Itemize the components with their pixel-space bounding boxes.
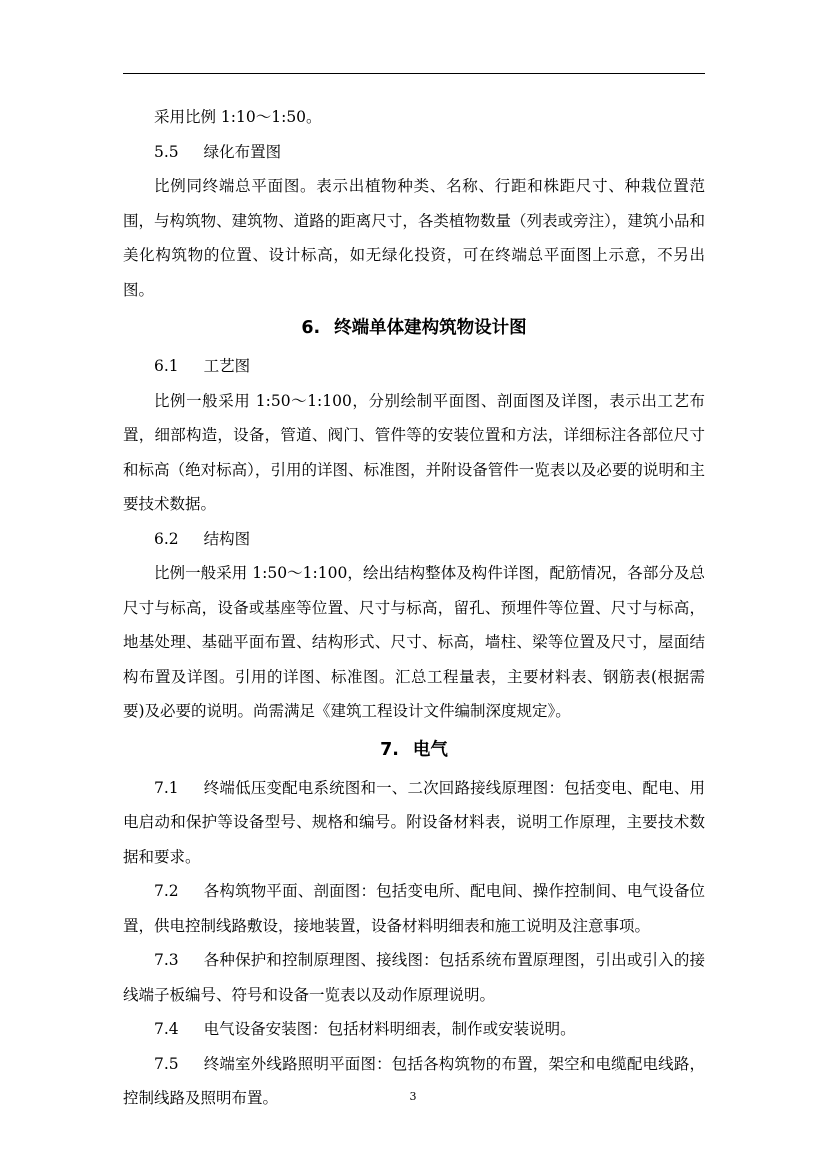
item-7-5: [123, 1047, 705, 1116]
subsection-5-5-body: 比例同终端总平面图。表示出植物种类、名称、行距和株距尺寸、种栽位置范围，与构筑物、建筑物、道路的距离尺寸，各类植物数量（列表或旁注），建筑小品和美化构筑物的位置、设计标高，如无绿化投资，可在终端总平面图上示意，不另出图。: [123, 177, 705, 299]
subsection-6-2-body: 比例一般采用 1:50～1:100，绘出结构整体及构件详图，配筋情况，各部分及总尺寸与标高，设备或基座等位置、尺寸与标高，留孔、预埋件等位置、尺寸与标高，地基处理、基础平面布置、结构形式、尺寸、标高，墙柱、梁等位置及尺寸，屋面结构布置及详图。引用的详图、标准图。汇总工程量表，主要材料表、钢筋表(根据需要)及必要的说明。尚需满足《建筑工程设计文件编制深度规定》。: [123, 564, 705, 720]
section-number: 7.: [380, 739, 399, 760]
section-6-heading: [123, 307, 705, 349]
item-number: 7.3: [154, 951, 179, 969]
item-number: 7.4: [154, 1020, 179, 1038]
item-7-3: [123, 943, 705, 1012]
item-7-4: [123, 1012, 705, 1047]
item-number: 7.5: [154, 1054, 179, 1073]
subsection-6-2-heading: [123, 522, 705, 557]
item-7-2: [123, 874, 705, 943]
item-text: 电气设备安装图：包括材料明细表，制作或安装说明。: [203, 1020, 576, 1038]
subsection-title: 结构图: [203, 529, 251, 548]
item-text: 各构筑物平面、剖面图：包括变电所、配电间、操作控制间、电气设备位置，供电控制线路敷设，接地装置，设备材料明细表和施工说明及注意事项。: [123, 882, 705, 935]
page-number: 3: [409, 1090, 417, 1103]
subsection-number: 6.2: [154, 529, 179, 548]
item-text: 各种保护和控制原理图、接线图：包括系统布置原理图，引出或引入的接线端子板编号、符号和设备一览表以及动作原理说明。: [123, 951, 705, 1004]
section-number: 6.: [301, 318, 321, 338]
item-number: 7.1: [154, 778, 179, 797]
subsection-number: 5.5: [154, 142, 179, 161]
subsection-6-1-heading: [123, 349, 705, 384]
subsection-title: 绿化布置图: [203, 142, 282, 161]
subsection-6-1-body: 比例一般采用 1:50～1:100，分别绘制平面图、剖面图及详图，表示出工艺布置，细部构造，设备，管道、阀门、管件等的安装位置和方法，详细标注各部位尺寸和标高（绝对标高），引用的详图、标准图，并附设备管件一览表以及必要的说明和主要技术数据。: [123, 391, 705, 513]
intro-line: 采用比例 1:10～1:50。: [154, 108, 322, 126]
item-7-1: [123, 771, 705, 875]
section-7-heading: [123, 729, 705, 771]
item-text: 终端低压变配电系统图和一、二次回路接线原理图：包括变电、配电、用电启动和保护等设备型号、规格和编号。附设备材料表，说明工作原理，主要技术数据和要求。: [123, 778, 705, 866]
subsection-5-5-heading: [123, 135, 705, 170]
page-content: [123, 100, 705, 1116]
item-number: 7.2: [154, 882, 179, 900]
header-rule: [123, 73, 705, 74]
subsection-number: 6.1: [154, 357, 179, 375]
item-text: 终端室外线路照明平面图：包括各构筑物的布置，架空和电缆配电线路，控制线路及照明布置。: [123, 1054, 705, 1107]
section-title: 终端单体建构筑物设计图: [334, 318, 527, 338]
section-title: 电气: [412, 739, 448, 760]
subsection-title: 工艺图: [203, 357, 251, 375]
